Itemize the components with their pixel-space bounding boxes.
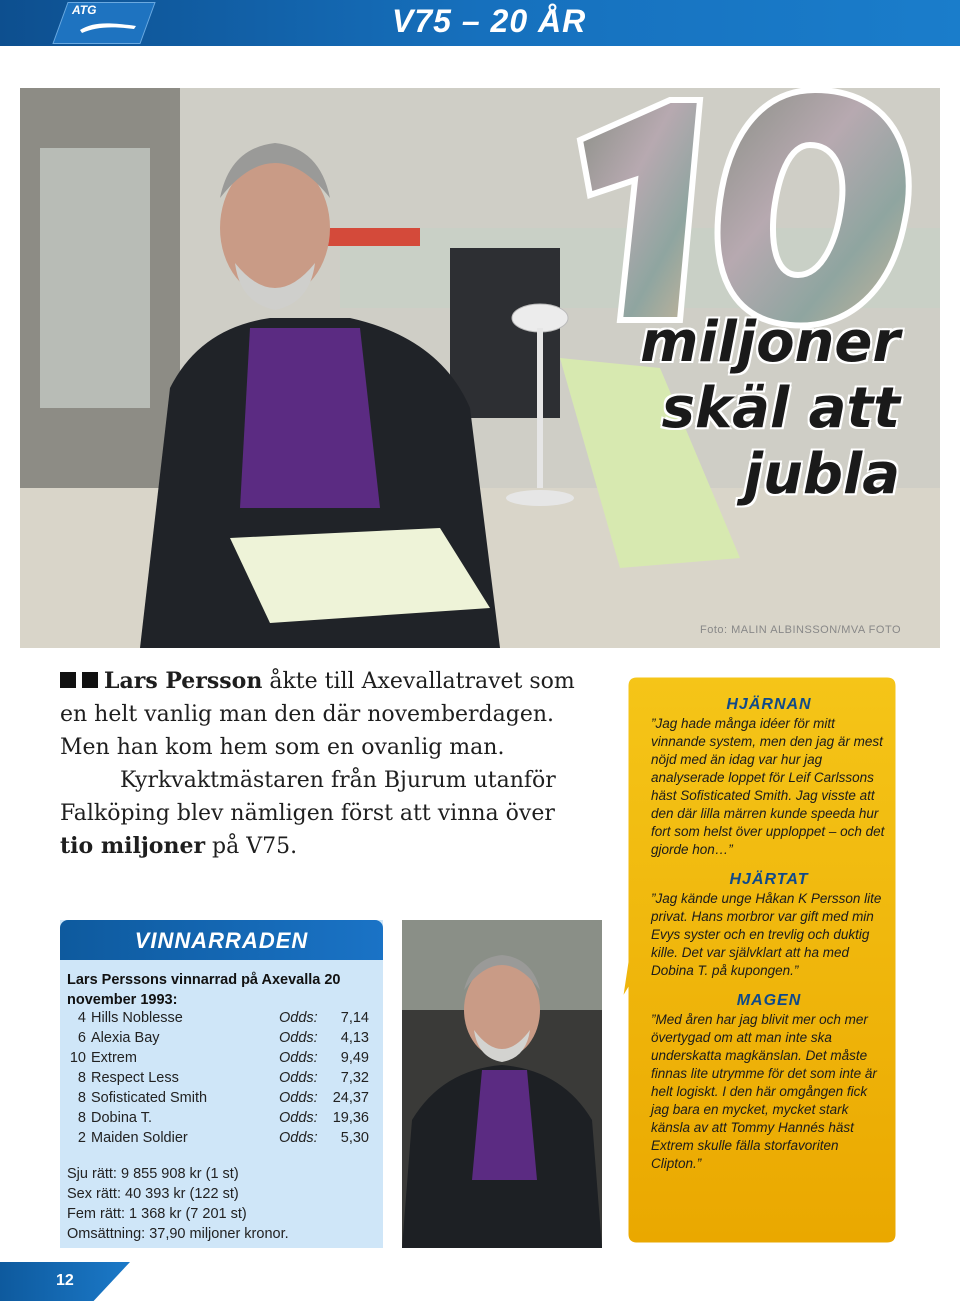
horse-row: 2 Maiden Soldier Odds: 5,30 bbox=[77, 1130, 369, 1146]
lede-text-2: Kyrkvaktmästaren från Bjurum utanför Falköping blev nämligen först att vinna över bbox=[60, 768, 556, 826]
horse-row: 6 Alexia Bay Odds: 4,13 bbox=[77, 1030, 369, 1046]
headline-line-2: skäl att bbox=[661, 376, 900, 441]
page-number: 12 bbox=[56, 1272, 74, 1289]
quote-heading: HJÄRNAN bbox=[726, 696, 812, 713]
horse-row: 8 Dobina T. Odds: 19,36 bbox=[77, 1110, 369, 1126]
horse-row: 8 Respect Less Odds: 7,32 bbox=[77, 1070, 369, 1086]
headline-line-3: jubla bbox=[743, 442, 900, 507]
lede-bold: tio miljoner bbox=[60, 833, 206, 859]
bullet-square bbox=[82, 672, 98, 688]
portrait-photo bbox=[402, 920, 602, 1248]
headline-line-1: miljoner bbox=[640, 310, 900, 375]
lede-text-3: på V75. bbox=[205, 834, 298, 859]
headline bbox=[560, 310, 900, 508]
winning-row-box bbox=[60, 920, 383, 1248]
quote-panel bbox=[623, 672, 901, 1248]
quote-heading: MAGEN bbox=[736, 992, 802, 1009]
horse-row: 10 Extrem Odds: 9,49 bbox=[69, 1050, 369, 1066]
box-intro: Lars Perssons vinnarrad på Axevalla 20 november 1993: bbox=[67, 972, 341, 1008]
lede-text-1: åkte till Axevallatravet som en helt vanlig man den där novemberdagen. Men han kom hem som en ovanlig man. bbox=[60, 669, 575, 760]
big-ten-graphic bbox=[560, 70, 920, 350]
result-line: Omsättning: 37,90 miljoner kronor. bbox=[67, 1226, 289, 1242]
quote-body: ”Jag kände unge Håkan K Persson lite privat. Hans morbror var gift med min Evys syster och en trevlig och duktig kille. Det var självklart att ha med Dobina T. på kupongen.” bbox=[651, 891, 882, 978]
quote-text bbox=[651, 696, 887, 1185]
result-line: Fem rätt: 1 368 kr (7 201 st) bbox=[67, 1206, 247, 1222]
quote-body: ”Med åren har jag blivit mer och mer övertygad om att man inte ska underskatta magkänslan. Det måste finnas lite utrymme för det som inte är helt logiskt. I den här omgången fick jag bara en mycket, mycket stark känsla av att Tommy Hannés häst Extrem skulle fälla storfavoriten Clipton.” bbox=[651, 1012, 877, 1171]
box-header bbox=[60, 920, 383, 960]
page-header bbox=[0, 0, 960, 46]
section-title: V75 – 20 ÅR bbox=[392, 3, 587, 39]
horse-row: 4 Hills Noblesse Odds: 7,14 bbox=[77, 1010, 369, 1026]
horse-row: 8 Sofisticated Smith Odds: 24,37 bbox=[77, 1090, 369, 1106]
result-line: Sju rätt: 9 855 908 kr (1 st) bbox=[67, 1166, 239, 1182]
lede-name: Lars Persson bbox=[104, 668, 263, 694]
quote-heading: HJÄRTAT bbox=[729, 871, 809, 888]
atg-logo-mark bbox=[78, 20, 138, 34]
result-line: Sex rätt: 40 393 kr (122 st) bbox=[67, 1186, 239, 1202]
quote-body: ”Jag hade många idéer för mitt vinnande system, men den jag är mest nöjd med än idag var hur jag analyserade loppet för Leif Carlssons häst Sofisticated Smith. Jag visste att den där lilla märren kunde speeda hur fort som helst över upploppet – och det gjorde hon…” bbox=[651, 716, 885, 857]
bullet-square bbox=[60, 672, 76, 688]
photo-credit: Foto: MALIN ALBINSSON/MVA FOTO bbox=[700, 624, 902, 636]
horse-list bbox=[67, 1010, 383, 1150]
results-list bbox=[67, 1164, 383, 1244]
lede-paragraph bbox=[60, 665, 580, 863]
atg-logo-text: ATG bbox=[72, 3, 97, 17]
box-heading: VINNARRADEN bbox=[134, 928, 309, 953]
